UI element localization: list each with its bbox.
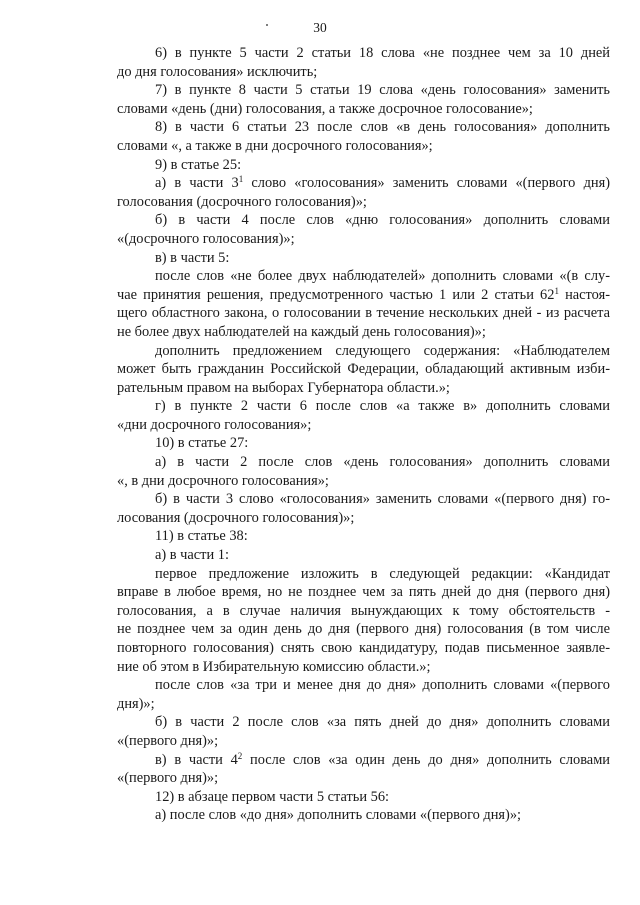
text-line — [117, 118, 610, 137]
text-line-continuation: слово «голосования» заменить словами «(первого дня) — [243, 175, 610, 192]
text-line — [117, 342, 610, 361]
text-line — [117, 193, 610, 212]
text-line-content: «дни досрочного голосования»; — [117, 416, 312, 433]
text-line-content: а) в части 1: — [155, 547, 229, 564]
text-line — [117, 639, 610, 658]
text-line — [117, 44, 610, 63]
text-line-content: 8) в части 6 статьи 23 после слов «в день голосования» дополнить — [155, 119, 610, 136]
text-line-content: 6) в пункте 5 части 2 статьи 18 слова «не позднее чем за 10 дней — [155, 45, 610, 61]
text-line — [117, 360, 610, 379]
text-line — [117, 658, 610, 677]
superscript-marker: 1 — [238, 174, 244, 185]
text-line-content: словами «, а также в дни досрочного голосования»; — [117, 137, 433, 154]
superscript-marker: 2 — [237, 750, 243, 761]
text-line-content: 7) в пункте 8 части 5 статьи 19 слова «день голосования» заменить — [155, 82, 610, 99]
text-line-continuation: настоя- — [558, 286, 610, 303]
text-line-content: не позднее чем за один день до дня (первого дня) голосования (в том числе — [117, 621, 610, 638]
text-line — [117, 546, 610, 565]
text-line — [117, 509, 610, 528]
text-line-content: словами «день (дни) голосования, а также досрочное голосование»; — [117, 100, 533, 117]
text-line-content: б) в части 3 слово «голосования» заменить словами «(первого дня) го- — [155, 491, 610, 508]
text-line — [117, 397, 610, 416]
text-line — [117, 100, 610, 119]
text-line — [117, 527, 610, 546]
text-line — [117, 713, 610, 732]
text-line — [117, 788, 610, 807]
text-line — [117, 416, 610, 435]
text-line-content: голосования (досрочного голосования)»; — [117, 193, 367, 210]
text-line-content: не более двух наблюдателей на каждый день голосования)»; — [117, 323, 486, 340]
scan-speck — [266, 24, 268, 26]
text-line-content: в) в части 5: — [155, 249, 230, 266]
text-line-content: а) в части 3 — [155, 175, 239, 192]
superscript-marker: 1 — [554, 285, 559, 296]
text-line-content: после слов «не более двух наблюдателей» дополнить словами «(в слу- — [155, 268, 610, 285]
text-line — [117, 434, 610, 453]
text-line-content: чае принятия решения, предусмотренного частью 1 или 2 статьи 62 — [117, 286, 555, 303]
text-line-content: 10) в статье 27: — [155, 435, 249, 452]
text-line-content: вправе в любое время, но не позднее чем за пять дней до дня (первого дня) — [117, 584, 610, 601]
text-line — [117, 751, 610, 770]
text-line — [117, 769, 610, 788]
text-line-content: повторного голосования) снять свою кандидатуру, подав письменное заявле- — [117, 640, 610, 656]
text-line — [117, 602, 610, 621]
text-line — [117, 63, 610, 82]
text-line-content: б) в части 4 после слов «дню голосования» дополнить словами — [155, 212, 610, 229]
text-line — [117, 249, 610, 268]
text-line — [117, 323, 610, 342]
text-line-content: 12) в абзаце первом части 5 статьи 56: — [155, 788, 390, 805]
text-line-content: а) в части 2 после слов «день голосования» дополнить словами — [155, 454, 610, 471]
text-line — [117, 732, 610, 751]
text-line — [117, 453, 610, 472]
text-line — [117, 620, 610, 639]
text-line — [117, 304, 610, 323]
text-line — [117, 211, 610, 230]
text-line-content: дня)»; — [117, 695, 155, 712]
page-number: 30 — [313, 20, 327, 35]
text-line-content: после слов «за три и менее дня до дня» дополнить словами «(первого — [155, 677, 610, 694]
text-line-content: «(первого дня)»; — [117, 732, 219, 749]
text-line — [117, 472, 610, 491]
text-line-content: в) в части 4 — [155, 751, 238, 768]
text-line-content: 9) в статье 25: — [155, 156, 242, 173]
text-line-content: дополнить предложением следующего содержания: «Наблюдателем — [155, 342, 610, 359]
text-line — [117, 286, 610, 305]
text-line-content: «(первого дня)»; — [117, 770, 219, 787]
text-line — [117, 267, 610, 286]
text-line-content: голосования, а в случае наличия вынуждающих к тому обстоятельств - — [117, 602, 610, 619]
text-line — [117, 174, 610, 193]
text-line-content: г) в пункте 2 части 6 после слов «а также в» дополнить словами — [155, 398, 610, 415]
text-line — [117, 676, 610, 695]
text-line — [117, 583, 610, 602]
text-line-continuation: после слов «за один день до дня» дополнить словами — [242, 751, 610, 768]
text-line — [117, 806, 610, 825]
text-line — [117, 81, 610, 100]
text-line — [117, 137, 610, 156]
text-line — [117, 379, 610, 398]
text-line-content: «(досрочного голосования)»; — [117, 230, 295, 247]
text-line — [117, 230, 610, 249]
text-line-content: щего областного закона, о голосовании в течение нескольких дней - из расчета — [117, 305, 610, 322]
text-line-content: первое предложение изложить в следующей редакции: «Кандидат — [155, 565, 610, 582]
document-body — [117, 44, 610, 825]
text-line — [117, 565, 610, 584]
text-line-content: до дня голосования» исключить; — [117, 63, 318, 80]
text-line-content: «, в дни досрочного голосования»; — [117, 472, 329, 489]
text-line-content: лосования (досрочного голосования)»; — [117, 509, 355, 526]
text-line — [117, 695, 610, 714]
text-line-content: ние об этом в Избирательную комиссию области.»; — [117, 658, 431, 675]
text-line-content: рательным правом на выборах Губернатора области.»; — [117, 379, 450, 396]
text-line-content: а) после слов «до дня» дополнить словами «(первого дня)»; — [155, 807, 522, 824]
text-line-content: 11) в статье 38: — [155, 528, 248, 545]
text-line — [117, 156, 610, 175]
text-line — [117, 490, 610, 509]
text-line-content: б) в части 2 после слов «за пять дней до дня» дополнить словами — [155, 714, 610, 731]
text-line-content: может быть гражданин Российской Федерации, обладающий активным изби- — [117, 361, 610, 378]
